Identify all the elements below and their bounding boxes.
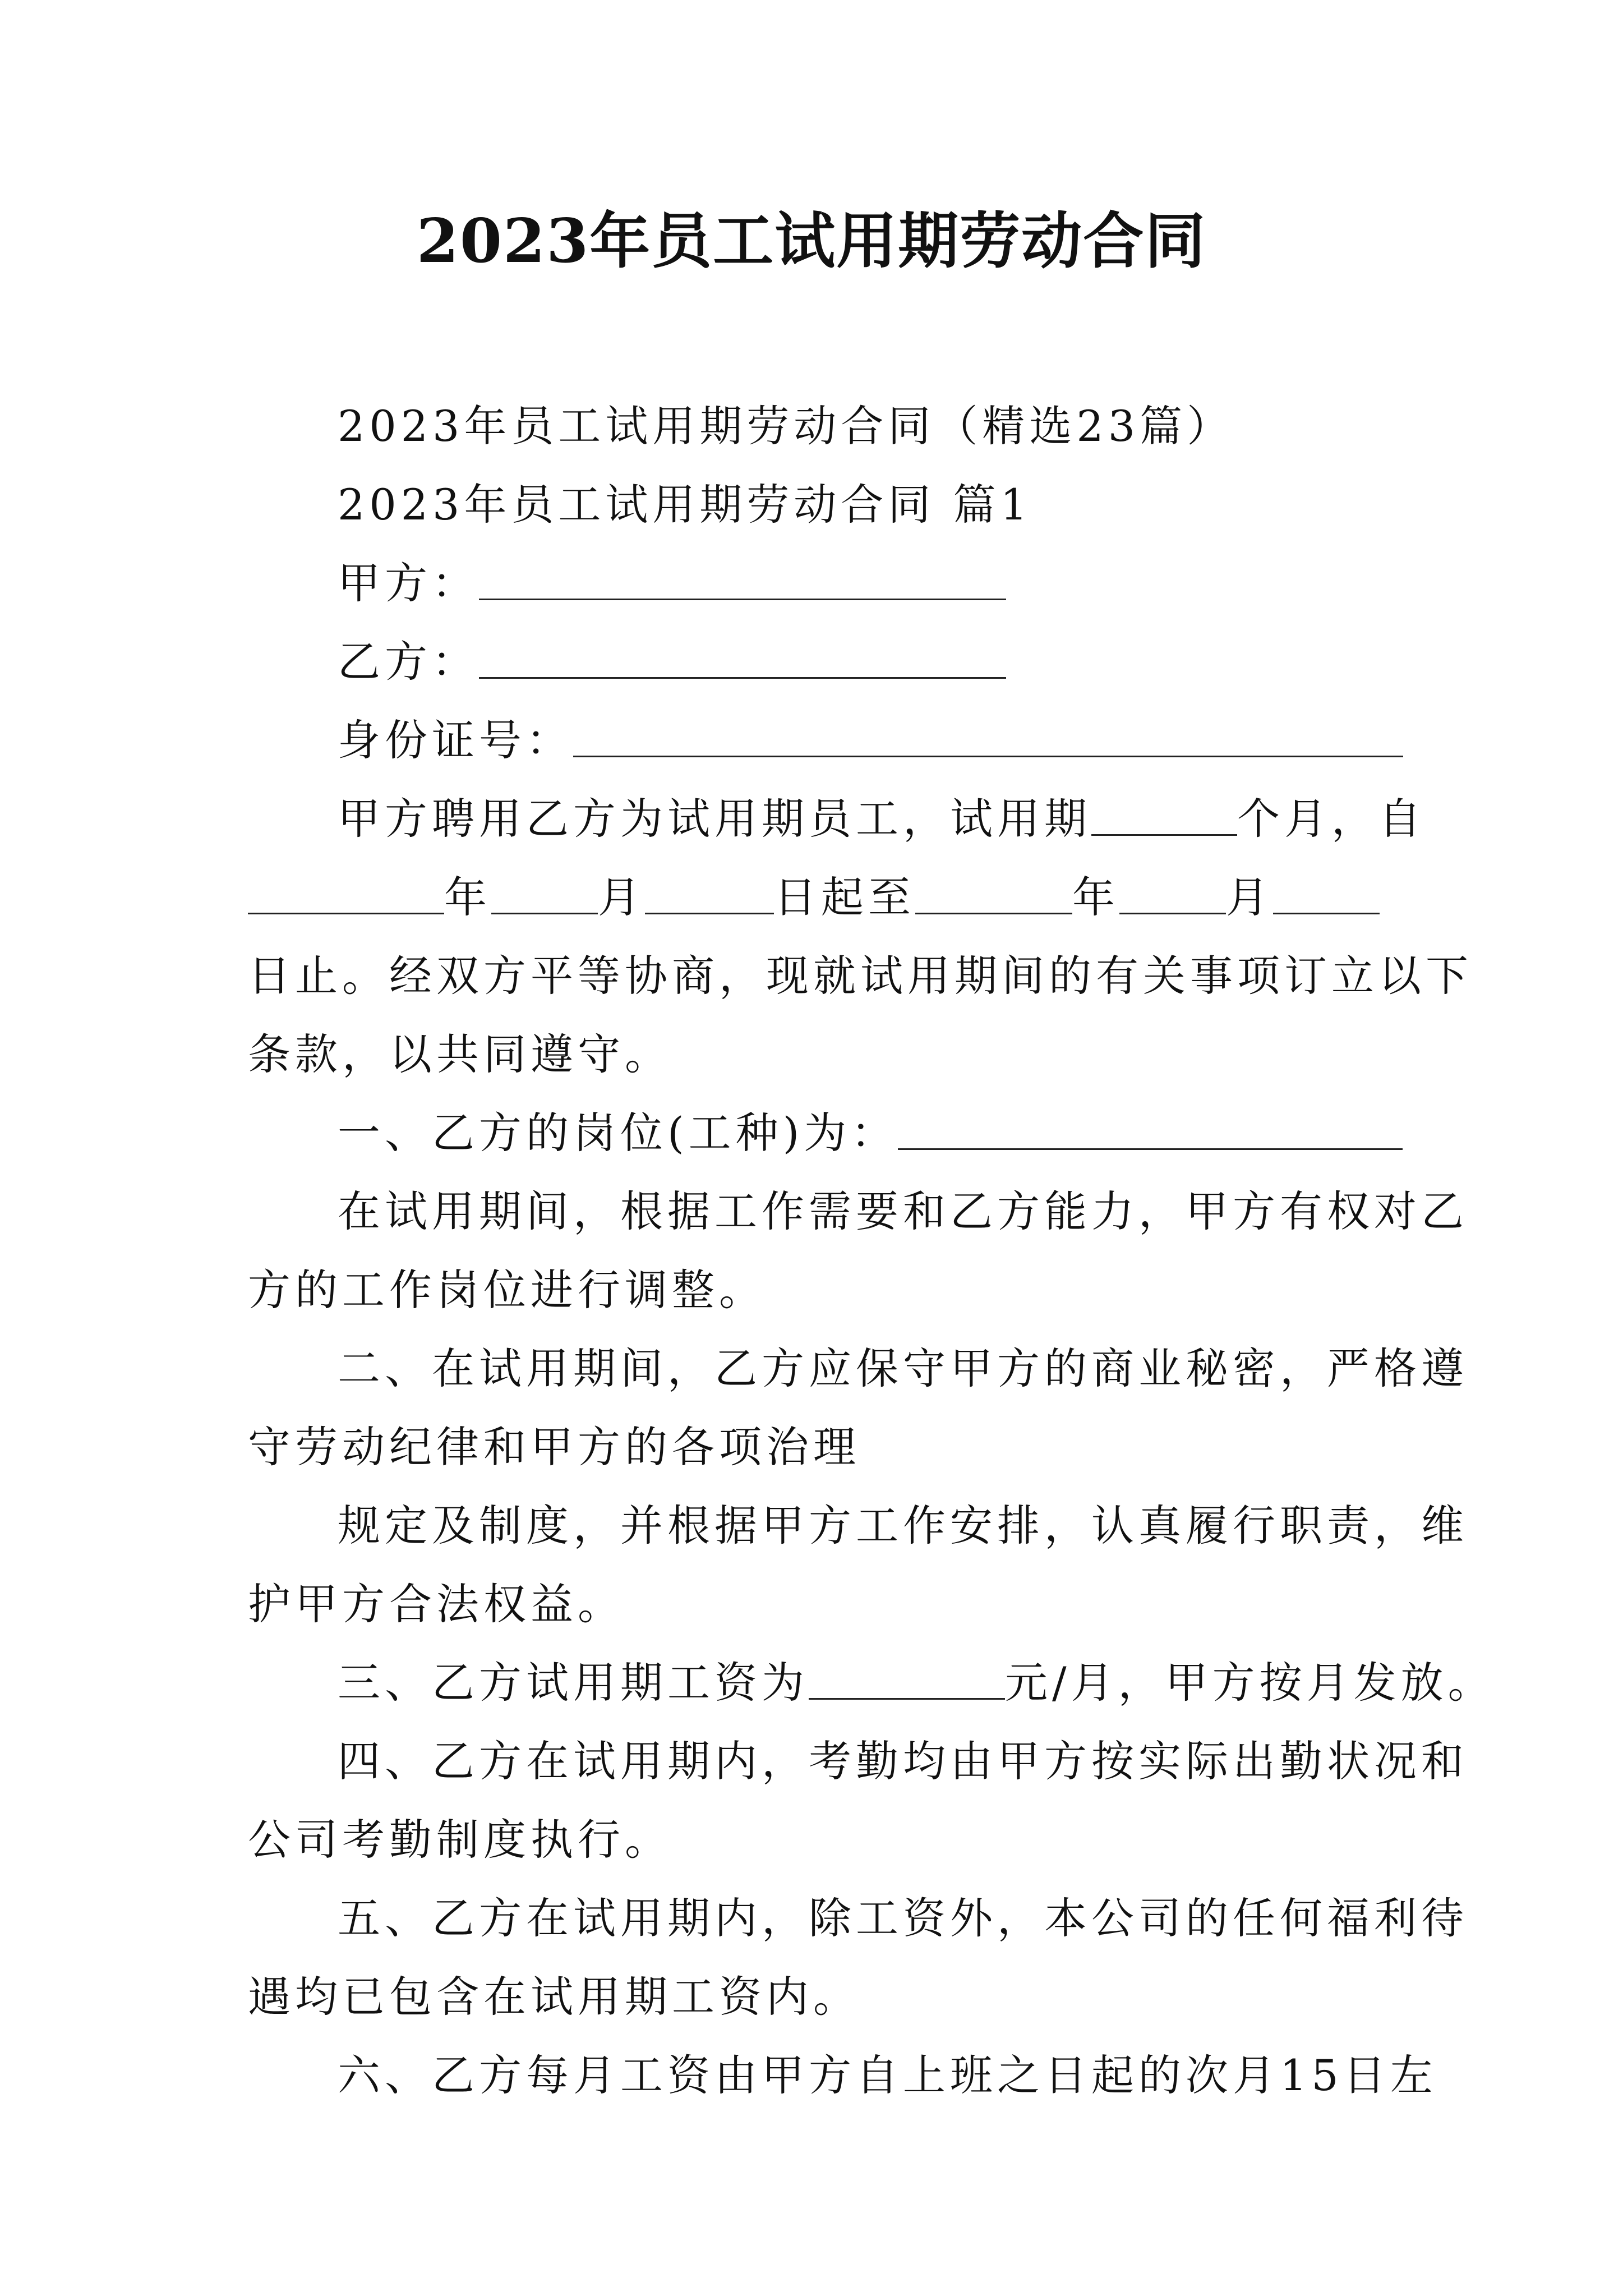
section-heading: 2023年员工试用期劳动合同 篇1 xyxy=(338,480,1032,530)
document-body xyxy=(248,387,1495,2115)
clause5-line-1: 五、乙方在试用期内，除工资外，本公司的任何福利待 xyxy=(338,1893,1468,1943)
probation-months-blank xyxy=(1091,794,1237,836)
clause5-line-2: 遇均已包含在试用期工资内。 xyxy=(248,1972,860,2022)
clause1-text: 一、乙方的岗位(工种)为： xyxy=(338,1108,898,1158)
id-line xyxy=(248,701,1381,780)
start-month-blank xyxy=(491,872,598,914)
intro-line-1 xyxy=(248,780,1426,858)
intro-line-4: 条款，以共同遵守。 xyxy=(248,1029,672,1079)
clause2-line-1: 二、在试用期间，乙方应保守甲方的商业秘密，严格遵 xyxy=(338,1343,1468,1393)
party-b-blank xyxy=(479,637,1006,679)
month-label: 月 xyxy=(598,872,645,922)
clause4-line-2: 公司考勤制度执行。 xyxy=(248,1815,672,1865)
clause1-line-1 xyxy=(248,1094,1381,1172)
clause6-line-1: 六、乙方每月工资由甲方自上班之日起的次月15日左 xyxy=(338,2050,1437,2100)
clause2-line-2: 守劳动纪律和甲方的各项治理 xyxy=(248,1422,860,1472)
clause3-line-1 xyxy=(248,1644,1495,1722)
end-month-blank xyxy=(1119,872,1226,914)
clause2-line-3: 规定及制度，并根据甲方工作安排，认真履行职责，维 xyxy=(338,1501,1468,1550)
party-a-blank xyxy=(479,558,1006,600)
start-year-blank xyxy=(248,872,444,914)
document-title: 2023年员工试用期劳动合同 xyxy=(416,206,1207,277)
clause3-text-a: 三、乙方试用期工资为 xyxy=(338,1658,809,1708)
from-day-label: 日起至 xyxy=(774,872,915,922)
intro-line-3: 日止。经双方平等协商，现就试用期间的有关事项订立以下 xyxy=(248,951,1473,1001)
start-day-blank xyxy=(645,872,774,914)
clause2-line-4: 护甲方合法权益。 xyxy=(248,1579,625,1629)
intro-text-a: 甲方聘用乙方为试用期员工，试用期 xyxy=(338,794,1091,844)
intro-line-2 xyxy=(248,858,1381,937)
id-label: 身份证号： xyxy=(338,715,573,765)
clause1-line-3: 方的工作岗位进行调整。 xyxy=(248,1265,766,1315)
id-blank xyxy=(573,715,1403,757)
end-month-label: 月 xyxy=(1226,872,1273,922)
party-b-line xyxy=(248,623,1381,701)
year-label: 年 xyxy=(444,872,491,922)
party-a-line xyxy=(248,544,1381,623)
end-day-blank xyxy=(1273,872,1380,914)
subtitle: 2023年员工试用期劳动合同（精选23篇） xyxy=(338,401,1234,451)
clause3-text-b: 元/月，甲方按月发放。 xyxy=(1005,1658,1495,1708)
salary-blank xyxy=(809,1658,1005,1700)
clause1-line-2: 在试用期间，根据工作需要和乙方能力，甲方有权对乙 xyxy=(338,1186,1468,1236)
intro-text-b: 个月，自 xyxy=(1237,794,1426,844)
clause4-line-1: 四、乙方在试用期内，考勤均由甲方按实际出勤状况和 xyxy=(338,1736,1468,1786)
party-a-label: 甲方： xyxy=(338,558,479,608)
end-year-label: 年 xyxy=(1072,872,1119,922)
party-b-label: 乙方： xyxy=(338,637,479,687)
end-year-blank xyxy=(915,872,1072,914)
position-blank xyxy=(898,1108,1403,1150)
